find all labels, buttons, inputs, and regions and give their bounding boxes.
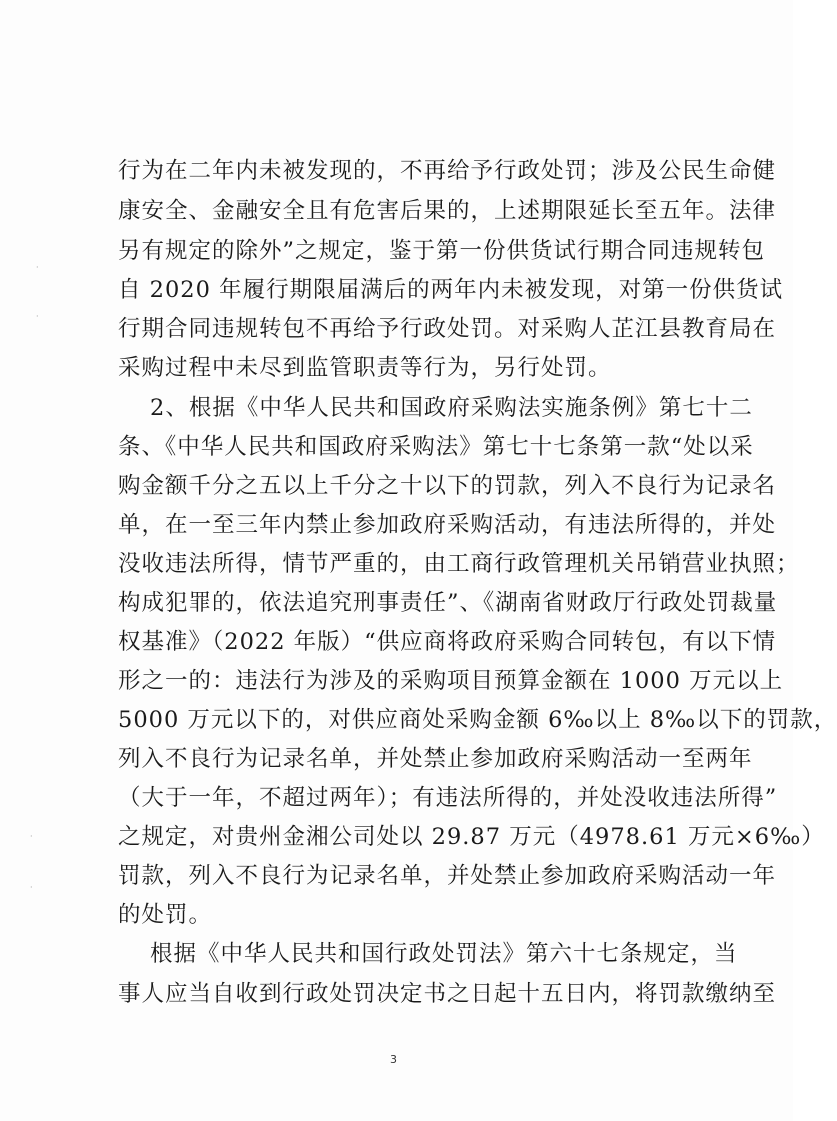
text-line: 之规定，对贵州金湘公司处以 29.87 万元（4978.61 万元×6‰） <box>118 824 825 850</box>
text-line: 采购过程中未尽到监管职责等行为，另行处罚。 <box>118 355 612 381</box>
text-line: 行期合同违规转包不再给予行政处罚。对采购人芷江县教育局在 <box>118 316 777 342</box>
text-line: 构成犯罪的，依法追究刑事责任”、《湖南省财政厅行政处罚裁量 <box>118 590 778 616</box>
scan-speck: · <box>30 883 33 892</box>
text-line: 列入不良行为记录名单，并处禁止参加政府采购活动一至两年 <box>118 746 753 772</box>
text-line: 根据《中华人民共和国行政处罚法》第六十七条规定，当 <box>150 941 738 967</box>
text-line: （大于一年，不超过两年）；有违法所得的，并处没收违法所得” <box>118 785 778 811</box>
text-line: 康安全、金融安全且有危害后果的，上述期限延长至五年。法律 <box>118 198 777 224</box>
text-line: 没收违法所得，情节严重的，由工商行政管理机关吊销营业执照； <box>118 551 800 577</box>
scan-speck: · <box>30 832 33 841</box>
text-line: 权基准》（2022 年版）“供应商将政府采购合同转包，有以下情 <box>118 629 777 655</box>
text-line: 事人应当自收到行政处罚决定书之日起十五日内，将罚款缴纳至 <box>118 981 777 1007</box>
text-line: 形之一的：违法行为涉及的采购项目预算金额在 1000 万元以上 <box>118 668 784 694</box>
text-line: 行为在二年内未被发现的，不再给予行政处罚；涉及公民生命健 <box>118 158 777 184</box>
text-line: 另有规定的除外”之规定，鉴于第一份供货试行期合同违规转包 <box>118 238 766 264</box>
text-line: 5000 万元以下的，对供应商处采购金额 6‰以上 8‰以下的罚款， <box>118 707 837 733</box>
text-line: 单，在一至三年内禁止参加政府采购活动，有违法所得的，并处 <box>118 512 777 538</box>
text-line: 购金额千分之五以上千分之十以下的罚款，列入不良行为记录名 <box>118 473 777 499</box>
text-line: 自 2020 年履行期限届满后的两年内未被发现，对第一份供货试 <box>118 277 784 303</box>
scan-speck: · <box>36 312 39 321</box>
page-number: 3 <box>390 1053 397 1066</box>
scan-speck: · <box>36 263 39 272</box>
text-line: 条、《中华人民共和国政府采购法》第七十七条第一款“处以采 <box>118 434 754 460</box>
text-line: 的处罚。 <box>118 902 213 928</box>
text-line: 罚款，列入不良行为记录名单，并处禁止参加政府采购活动一年 <box>118 863 777 889</box>
text-line: 2、根据《中华人民共和国政府采购法实施条例》第七十二 <box>150 395 753 421</box>
